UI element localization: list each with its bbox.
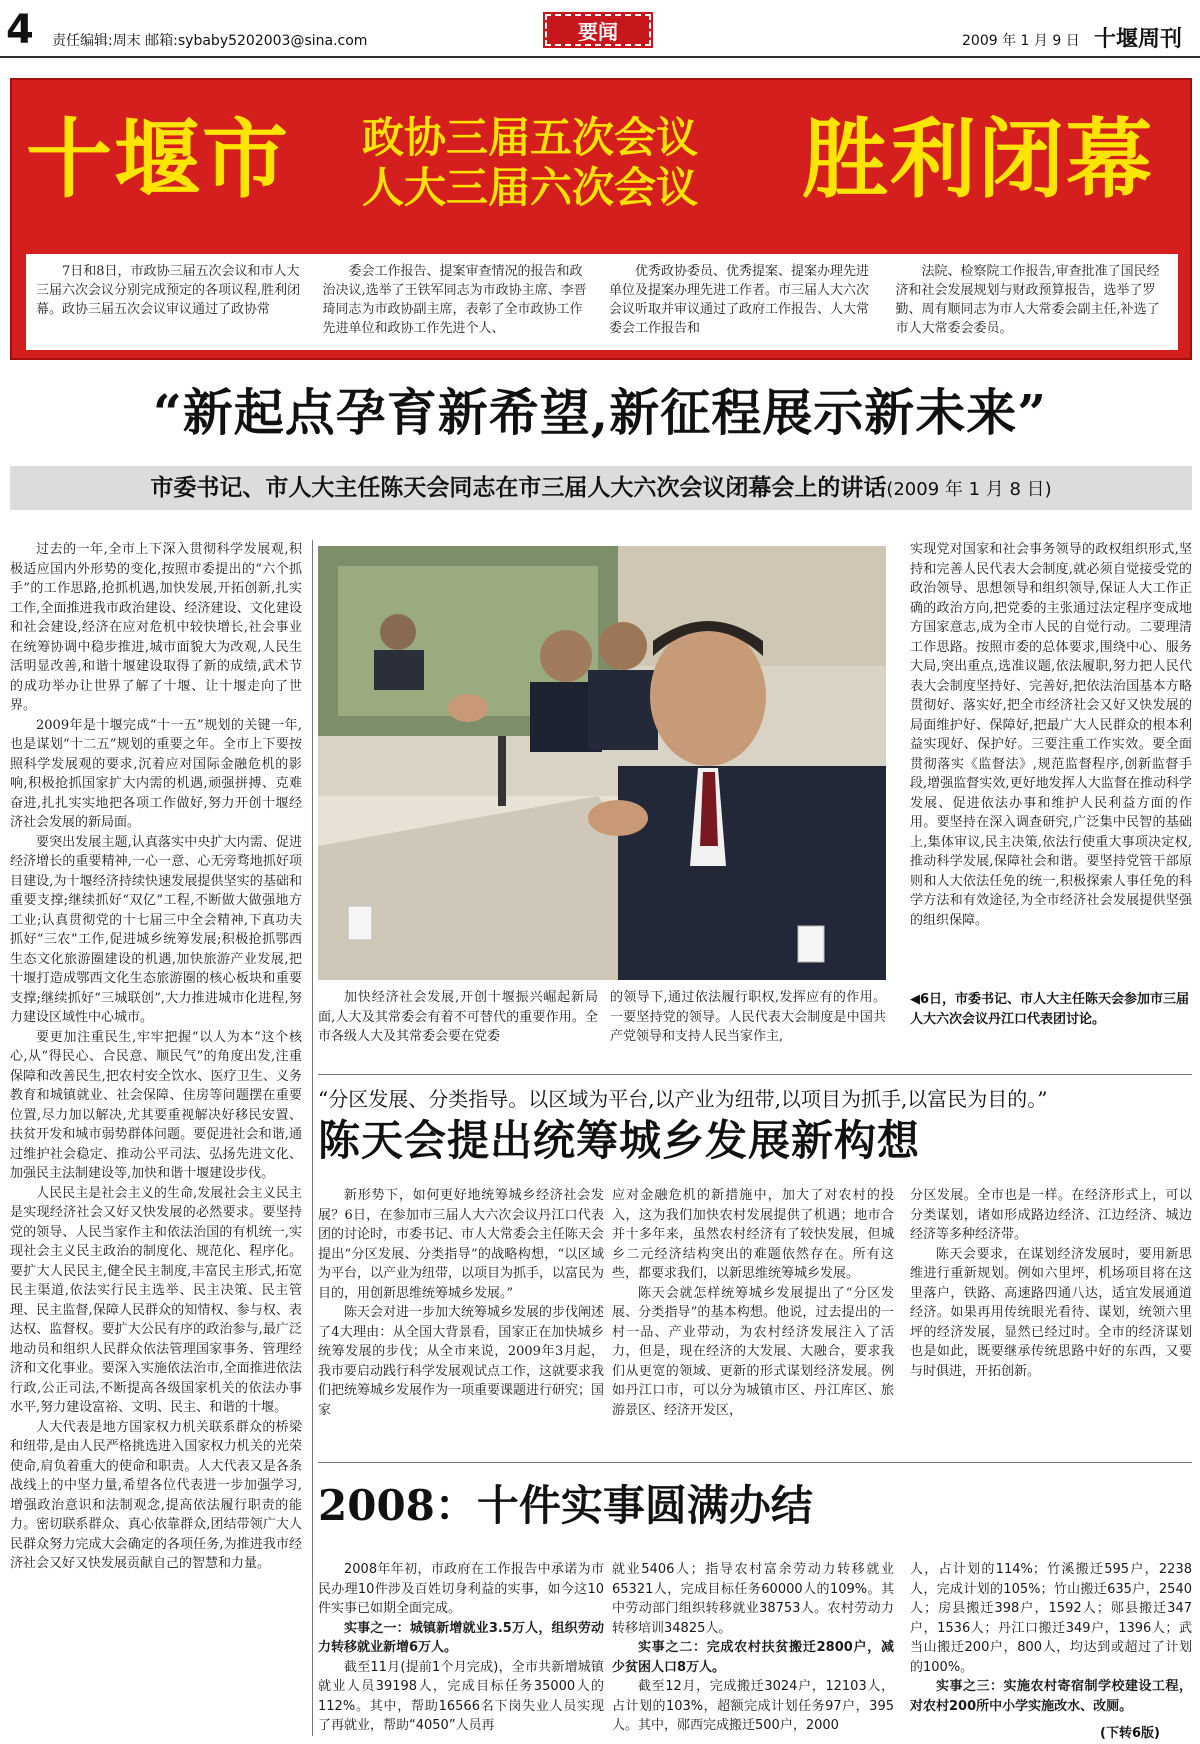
item-heading: 实事之二：完成农村扶贫搬迁2800户，减少贫困人口8万人。 — [612, 1640, 894, 1675]
masthead — [0, 0, 1200, 58]
paragraph: 2008年年初，市政府在工作报告中承诺为市民办理10件涉及百姓切身利益的实事，如今这10件实事已如期全面完成。 — [318, 1562, 604, 1616]
meeting-photo-illustration — [318, 546, 886, 980]
banner-npc: 人大三届六次会议 — [362, 163, 699, 212]
speech-headline: “新起点孕育新希望,新征程展示新未来” — [153, 383, 1047, 442]
speech-under-photo-left — [318, 988, 598, 1070]
photo-caption: ◀6日，市委书记、市人大主任陈天会参加市三届人大六次会议丹江口代表团讨论。 — [910, 992, 1190, 1027]
paragraph: 实现党对国家和社会事务领导的政权组织形式,坚持和完善人民代表大会制度,就必须自觉接受党的政治领导、思想领导和组织领导,保证人大工作正确的政治方向,把党委的主张通过法定程序变成地方国家意志,成为全市人民的自觉行动。二要理清工作思路。按照市委的总体要求,围绕中心、服务大局,突出重点,选准议题,依法履职,努力把人民代表大会制度坚持好、完善好,把依法治国基本方略贯彻好、落实好,把全市经济社会又好又快发展的局面维护好、保障好,把最广大人民群众的根本利益实现好、保护好。三要注重工作实效。要全面贯彻落实《监督法》,规范监督程序,创新监督手段,增强监督实效,更好地发挥人大监督在推动科学发展、促进依法办事和维护人民利益方面的作用。要坚持在深入调查研究,广泛集中民智的基础上,集体审议,民主决策,依法行使重大事项决定权,推动科学发展,保障社会和谐。要坚持党管干部原则和人大依法任免的统一,积极探索人事任免的科学方法和有效途径,为全市经济社会发展提供坚强的组织保障。 — [910, 542, 1192, 928]
speech-right-column — [910, 540, 1192, 980]
banner-text-col: 优秀政协委员、优秀提案、提案办理先进单位及提案办理先进工作者。市三届人大六次会议听取并审议通过了政府工作报告、人大常委会工作报告和 — [609, 264, 870, 336]
story2-column-1 — [318, 1186, 604, 1454]
story2-quote: “分区发展、分类指导。以区域为平台,以产业为纽带,以项目为抓手,以富民为目的。” — [318, 1087, 1048, 1111]
banner-cppcc: 政协三届五次会议 — [362, 113, 699, 162]
section-divider — [318, 1074, 1192, 1075]
meeting-photo — [318, 546, 886, 980]
paragraph: 新形势下，如何更好地统筹城乡经济社会发展？6日，在参加市三届人大六次会议丹江口代表团的讨论时，市委书记、市人大常委会主任陈天会提出“分区发展、分类指导”的战略构想，“以区域为平台，以产业为纽带，以项目为抓手，以富民为目的，用创新思维统筹城乡发展。” — [318, 1188, 604, 1301]
column-divider — [312, 540, 313, 1736]
paragraph: 人民民主是社会主义的生命,发展社会主义民主是实现经济社会又好又快发展的必然要求。要坚持党的领导、人民当家作主和依法治国的有机统一,实现社会主义民主政治的制度化、规范化、程序化。要扩大人民民主,健全民主制度,丰富民主形式,拓宽民主渠道,依法实行民主选举、民主决策、民主管理、民主监督,保障人民群众的知情权、参与权、表达权、监督权。要扩大公民有序的政治参与,最广泛地动员和组织人民群众依法管理国家事务、管理经济和文化事业。要深入实施依法治市,全面推进依法行政,公正司法,不断提高各级国家机关的依法办事水平,努力建设富裕、文明、民主、和谐的十堰。 — [10, 1185, 302, 1415]
issue-date: 2009 年 1 月 9 日 — [962, 33, 1080, 49]
story3-headline: 2008：十件实事圆满办结 — [318, 1481, 813, 1530]
continued-note: (下转6版) — [1100, 1726, 1160, 1741]
story3-column-3 — [910, 1560, 1192, 1740]
page-number: 4 — [6, 7, 34, 53]
paragraph: 2009年是十堰完成“十一五”规划的关键一年,也是谋划“十二五”规划的重要之年。全市上下要按照科学发展观的要求,沉着应对国际金融危机的影响,积极抢抓国家扩大内需的机遇,顽强拼搏、克难奋进,扎扎实实地把各项工作做好,努力开创十堰经济社会发展的新局面。 — [10, 717, 302, 830]
paragraph: 人大代表是地方国家权力机关联系群众的桥梁和纽带,是由人民严格挑选进入国家权力机关的光荣使命,肩负着重大的使命和职责。人大代表又是各条战线上的中坚力量,希望各位代表进一步加强学习,增强政治意识和法制观念,提高依法履行职责的能力。密切联系群众、真心依靠群众,团结带领广大人民群众努力完成大会确定的各项任务,为推进我市经济社会又好又快发展贡献自己的智慧和力量。 — [10, 1419, 302, 1571]
paragraph: 要更加注重民生,牢牢把握“以人为本”这个核心,从“得民心、合民意、顺民气”的角度出发,注重保障和改善民生,把农村安全饮水、医疗卫生、义务教育和城镇就业、社会保障、住房等问题摆在重要位置,尽力加以解决,尤其要重视解决好移民安置、扶贫开发和城市弱势群体问题。要促进社会和谐,通过维护社会稳定、推动公平司法、弘扬先进文化、加强民主法制建设等,加快和谐十堰建设步伐。 — [10, 1029, 302, 1181]
item-heading: 实事之三：实施农村寄宿制学校建设工程，对农村200所中小学实施改水、改厕。 — [910, 1679, 1192, 1714]
banner-closing: 胜利闭幕 — [802, 109, 1154, 210]
story3-column-1 — [318, 1560, 604, 1740]
speech-subtitle-date: (2009 年 1 月 8 日) — [886, 479, 1052, 500]
banner-headline — [12, 80, 1190, 252]
speech-subtitle-text: 市委书记、市人大主任陈天会同志在市三届人大六次会议闭幕会上的讲话 — [150, 475, 887, 501]
banner-body — [26, 254, 1178, 350]
paragraph: 过去的一年,全市上下深入贯彻科学发展观,积极适应国内外形势的变化,按照市委提出的“六个抓手”的工作思路,抢抓机遇,加快发展,开拓创新,扎实工作,全面推进我市政治建设、经济建设、文化建设和社会建设,经济在应对危机中较快增长,社会事业在统筹协调中稳步推进,城市面貌大为改观,人民生活明显改善,和谐十堰建设取得了新的成绩,武术节的成功举办让世界了解了十堰、让十堰走向了世界。 — [10, 542, 302, 713]
speech-under-photo-right — [610, 988, 886, 1070]
banner-text-col: 7日和8日，市政协三届五次会议和市人大三届六次会议分别完成预定的各项议程,胜利闭幕。政协三届五次会议审议通过了政协常 — [36, 264, 301, 317]
paragraph: 的领导下,通过依法履行职权,发挥应有的作用。一要坚持党的领导。人民代表大会制度是中国共产党领导和支持人民当家作主, — [610, 990, 886, 1044]
story2-headline: 陈天会提出统筹城乡发展新构想 — [318, 1116, 921, 1165]
paragraph: 就业5406人；指导农村富余劳动力转移就业65321人，完成目标任务60000人的109%。其中劳动部门组织转移就业38753人。农村劳动力转移培训34825人。 — [612, 1562, 894, 1636]
paper-name: 十堰周刊 — [1094, 26, 1183, 52]
paragraph: 陈天会要求，在谋划经济发展时，要用新思维进行重新规划。例如六里坪，机场项目将在这里落户，铁路、高速路四通八达，适宜发展通道经济。如果再用传统眼光看待、谋划，统领六里坪的经济发展，显然已经过时。全市的经济谋划也是如此，既要继承传统思路中好的东西，又要与时俱进，开拓创新。 — [910, 1246, 1192, 1379]
story2-column-2 — [612, 1186, 894, 1454]
paragraph: 要突出发展主题,认真落实中央扩大内需、促进经济增长的重要精神,一心一意、心无旁骛地抓好项目建设,为十堰经济持续快速发展提供坚实的基础和重要支撑;继续抓好“双亿”工程,不断做大做强地方工业;认真贯彻党的十七届三中全会精神,下真功夫抓好“三农”工作,促进城乡统筹发展;积极抢抓鄂西生态文化旅游圈建设的机遇,加快旅游产业发展,把十堰打造成鄂西文化生态旅游圈的核心板块和重要支撑;继续抓好“三城联创”,大力推进城市化进程,努力建设区域性中心城市。 — [10, 834, 302, 1025]
section-divider — [318, 1462, 1192, 1463]
paragraph: 分区发展。全市也是一样。在经济形式上，可以分类谋划，诸如形成路边经济、江边经济、城边经济等多种经济带。 — [910, 1188, 1192, 1242]
banner-text-col: 法院、检察院工作报告,审查批准了国民经济和社会发展规划与财政预算报告，选举了罗勤、周有顺同志为市人大常委会副主任,补选了市人大常委会委员。 — [895, 264, 1160, 336]
speech-left-column — [10, 540, 306, 1736]
story2-column-3 — [910, 1186, 1192, 1454]
speech-subheadline — [10, 466, 1192, 510]
section-tag: 要闻 — [545, 14, 651, 46]
paragraph: 截至12月，完成搬迁3024户，12103人，占计划的103%，超额完成计划任务97户，395人。其中，郧西完成搬迁500户，2000 — [612, 1679, 894, 1733]
paragraph: 应对金融危机的新措施中，加大了对农村的投入，这为我们加快农村发展提供了机遇；地市合并十多年来，虽然农村经济有了较快发展，但城乡二元经济结构突出的难题依然存在。所有这些，都要求我们，以新思维统筹城乡发展。 — [612, 1188, 894, 1281]
item-heading: 实事之一：城镇新增就业3.5万人，组织劳动力转移就业新增6万人。 — [318, 1620, 604, 1655]
conference-banner — [10, 78, 1192, 360]
paragraph: 加快经济社会发展,开创十堰振兴崛起新局面,人大及其常委会有着不可替代的重要作用。全市各级人大及其常委会要在党委 — [318, 990, 598, 1044]
story3-column-2 — [612, 1560, 894, 1740]
paragraph: 截至11月(提前1个月完成)，全市共新增城镇就业人员39198人，完成目标任务35000人的112%。其中，帮助16566名下岗失业人员实现了再就业，帮助“4050”人员再 — [318, 1659, 604, 1733]
banner-city: 十堰市 — [26, 109, 290, 210]
paragraph: 陈天会对进一步加大统筹城乡发展的步伐阐述了4大理由：从全国大背景看，国家正在加快城乡统筹发展的步伐；从全市来说，2009年3月起，我市要启动践行科学发展观试点工作，这就要求我们把统筹城乡发展作为一项重要课题进行研究；国家 — [318, 1305, 604, 1418]
editor-info: 责任编辑:周末 邮箱:sybaby5202003@sina.com — [52, 33, 368, 49]
paragraph: 陈天会就怎样统筹城乡发展提出了“分区发展、分类指导”的基本构想。他说，过去提出的一村一品、产业带动，为农村经济发展注入了活力，但是，现在经济的大发展、大融合，要求我们从更宽的领域、更新的形式谋划经济发展。例如丹江口市，可以分为城镇市区、丹江库区、旅游景区、经济开发区， — [612, 1285, 894, 1418]
paragraph: 人，占计划的114%；竹溪搬迁595户，2238人，完成计划的105%；竹山搬迁635户，2540人；房县搬迁398户，1592人；郧县搬迁347户，1536人；丹江口搬迁349户，1396人；武当山搬迁200户，800人，均达到或超过了计划的100%。 — [910, 1562, 1192, 1675]
banner-text-col: 委会工作报告、提案审查情况的报告和政治决议,选举了王铁军同志为市政协主席、李晋琦同志为市政协副主席，表彰了全市政协工作先进单位和政协工作先进个人、 — [322, 264, 587, 336]
